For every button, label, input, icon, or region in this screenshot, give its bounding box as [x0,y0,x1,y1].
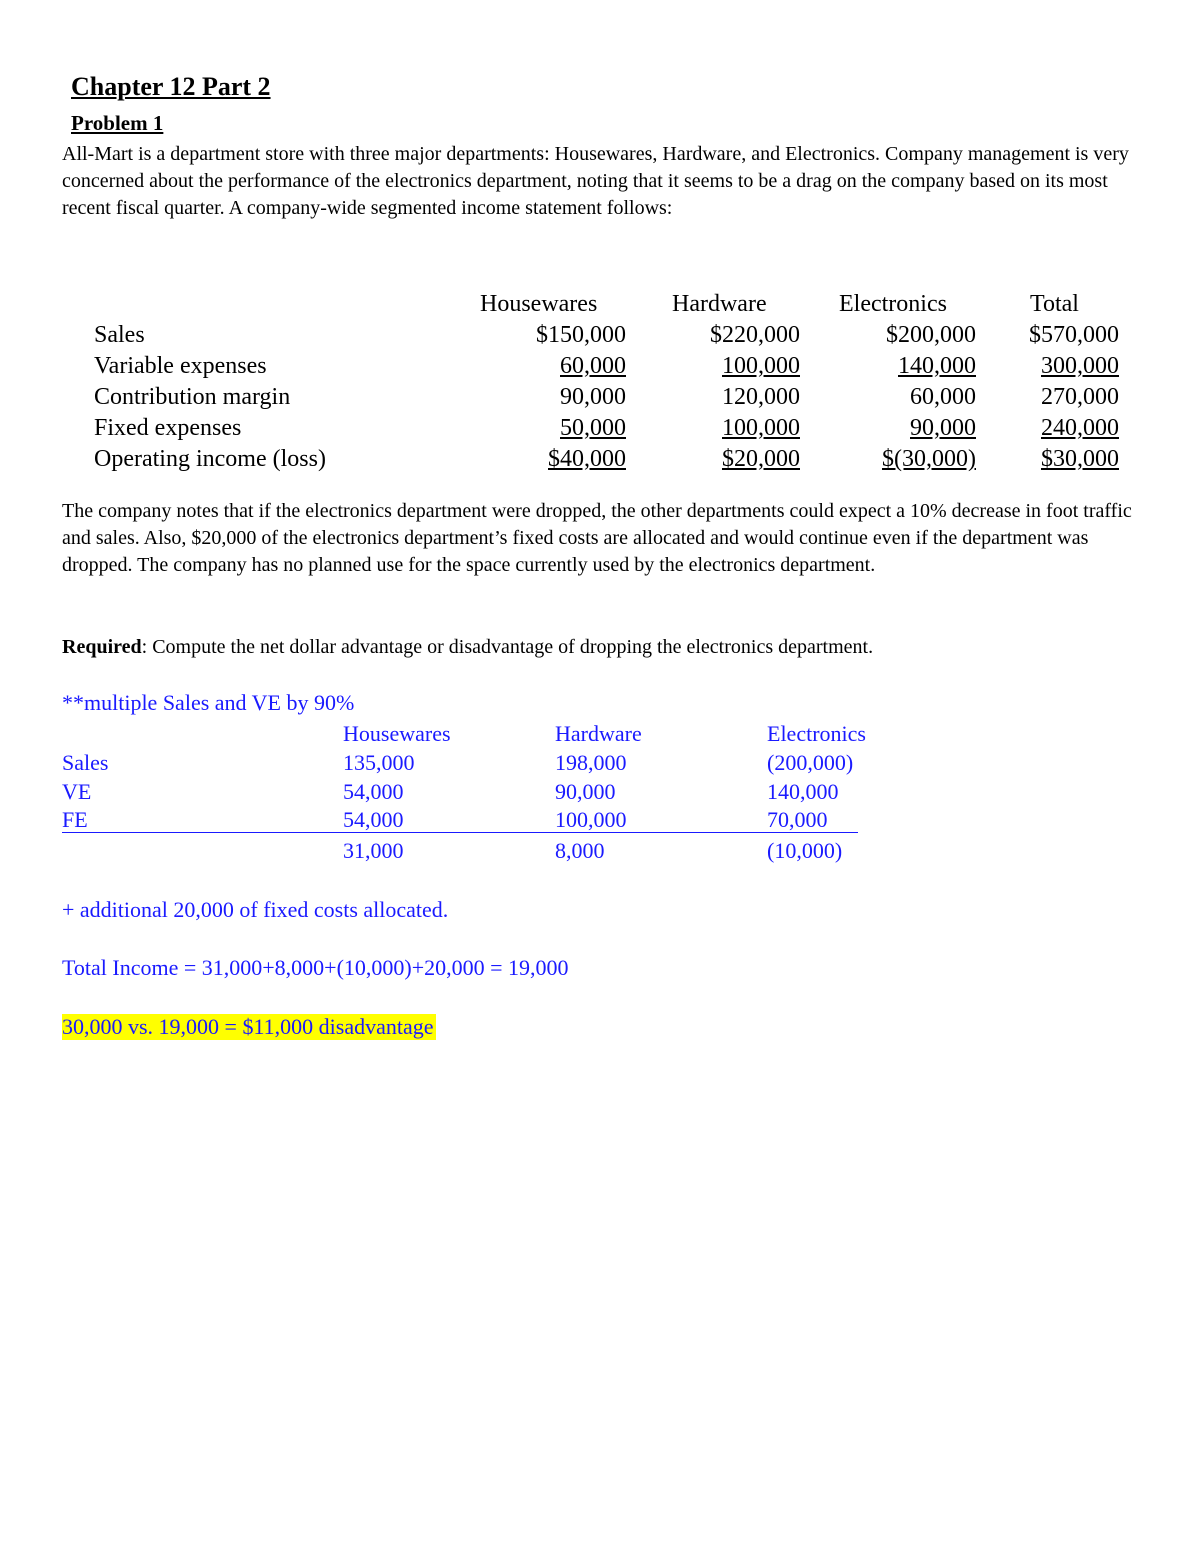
solution-cell: 90,000 [555,779,616,804]
solution-total-cell: 8,000 [555,838,605,863]
required-paragraph [62,634,1142,661]
table-cell: $30,000 [1041,446,1119,472]
row-label: Operating income (loss) [94,446,326,472]
solution-header-hardware: Hardware [555,721,642,746]
additional-fixed-costs-note: + additional 20,000 of fixed costs allocated. [62,897,449,922]
solution-row-label: FE [62,807,88,832]
solution-total-cell: (10,000) [767,838,843,863]
table-cell: 300,000 [1041,353,1119,379]
required-label: Required [62,636,142,658]
table-cell: $570,000 [1029,322,1119,348]
solution-row-label: VE [62,779,92,804]
column-header-hardware: Hardware [672,291,767,317]
solution-header-electronics: Electronics [767,721,866,746]
row-label: Variable expenses [94,353,267,379]
table-cell: 90,000 [910,415,976,441]
solution-row-label: Sales [62,750,109,775]
row-label: Sales [94,322,145,348]
total-income-line: Total Income = 31,000+8,000+(10,000)+20,000 = 19,000 [62,955,569,980]
solution-cell: 54,000 [343,779,404,804]
solution-divider [62,832,858,833]
solution-cell: 198,000 [555,750,627,775]
table-cell: 100,000 [722,415,800,441]
table-cell: $(30,000) [882,446,976,472]
table-cell: $200,000 [886,322,976,348]
solution-header-housewares: Housewares [343,721,451,746]
row-label: Fixed expenses [94,415,242,441]
column-header-total: Total [1030,291,1079,317]
solution-cell: 54,000 [343,807,404,832]
column-header-electronics: Electronics [839,291,947,317]
solution-cell: 70,000 [767,807,828,832]
chapter-title: Chapter 12 Part 2 [71,72,271,101]
solution-cell: 100,000 [555,807,627,832]
table-cell: 90,000 [560,384,626,410]
conclusion-highlight: 30,000 vs. 19,000 = $11,000 disadvantage [62,1014,434,1039]
table-cell: 240,000 [1041,415,1119,441]
solution-cell: 140,000 [767,779,839,804]
solution-total-cell: 31,000 [343,838,404,863]
column-header-housewares: Housewares [480,291,598,317]
table-cell: $150,000 [536,322,626,348]
row-label: Contribution margin [94,384,291,410]
table-cell: $40,000 [548,446,626,472]
table-cell: $20,000 [722,446,800,472]
table-cell: 60,000 [560,353,626,379]
solution-cell: 135,000 [343,750,415,775]
intro-paragraph: All-Mart is a department store with three major departments: Housewares, Hardware, and Electronics. Company management is very concerned about the performance of the electronics department, noting that it seems to be a drag on the company based on its most recent fiscal quarter. A company-wide segmented income statement follows: [62,143,1129,219]
solution-note: **multiple Sales and VE by 90% [62,690,355,715]
notes-paragraph: The company notes that if the electronics department were dropped, the other departments could expect a 10% decrease in foot traffic and sales. Also, $20,000 of the electronics department’s fixed costs are allocated and would continue even if the department was dropped. The company has no planned use for the space currently used by the electronics department. [62,500,1132,576]
table-cell: 100,000 [722,353,800,379]
table-cell: 140,000 [898,353,976,379]
table-cell: 50,000 [560,415,626,441]
table-cell: 270,000 [1041,384,1119,410]
table-cell: 60,000 [910,384,976,410]
required-text: : Compute the net dollar advantage or disadvantage of dropping the electronics department. [141,636,874,658]
table-cell: 120,000 [722,384,800,410]
problem-heading: Problem 1 [71,111,164,135]
solution-cell: (200,000) [767,750,854,775]
table-cell: $220,000 [710,322,800,348]
